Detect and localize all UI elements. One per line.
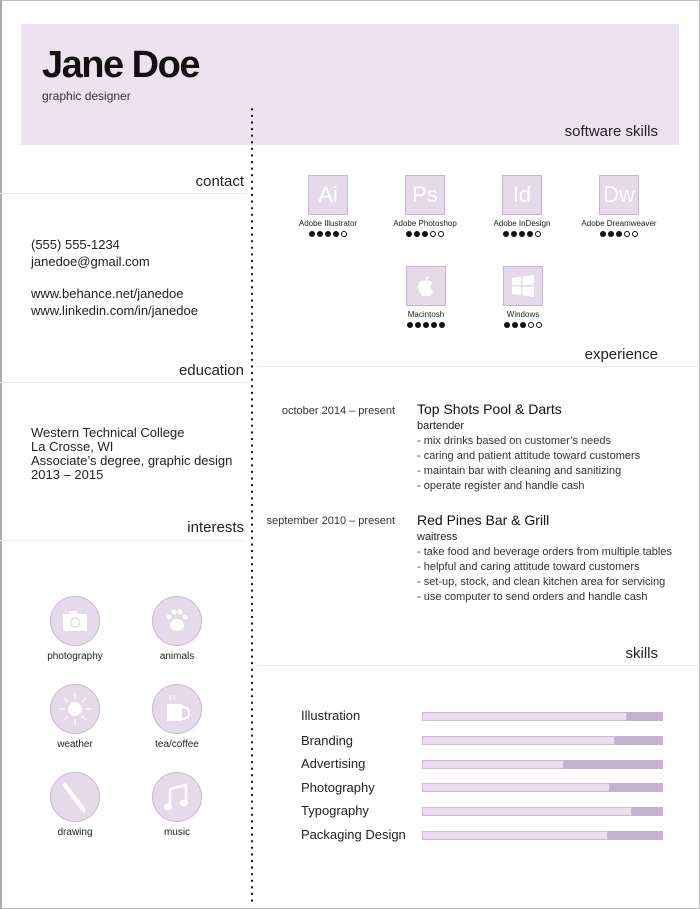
education-years: 2013 – 2015 <box>31 467 104 482</box>
skill-label: Branding <box>301 733 354 748</box>
skill-label: Typography <box>301 803 369 818</box>
skill-bar <box>422 736 663 745</box>
skill-label: Packaging Design <box>301 827 406 842</box>
job-duty: - set-up, stock, and clean kitchen area for servicing <box>417 576 666 588</box>
music-note-icon <box>152 772 202 822</box>
section-title-experience: experience <box>584 346 658 363</box>
job-duty: - mix drinks based on customer’s needs <box>417 435 612 447</box>
rating-dots <box>503 231 541 237</box>
skill-bar-fill <box>422 712 627 721</box>
dotted-divider <box>251 106 253 906</box>
sun-icon <box>50 684 100 734</box>
job-entry <box>417 401 640 492</box>
section-title-interests: interests <box>187 519 244 536</box>
company-name: Top Shots Pool & Darts <box>417 401 562 417</box>
skill-bar <box>422 831 663 840</box>
rating-dots <box>504 322 542 328</box>
divider <box>258 665 700 666</box>
indesign-icon: Id <box>502 175 542 215</box>
job-duty: - use computer to send orders and handle cash <box>417 591 648 603</box>
degree: Associate’s degree, graphic design <box>31 453 233 468</box>
software-item: Id Adobe InDesign <box>472 175 572 237</box>
interest-item: animals <box>146 596 208 662</box>
email-link[interactable]: janedoe@gmail.com <box>31 254 150 269</box>
education-info <box>31 426 232 482</box>
job-duty: - operate register and handle cash <box>417 480 585 492</box>
rating-dots <box>406 231 444 237</box>
divider <box>0 540 246 541</box>
illustrator-icon: Ai <box>308 175 348 215</box>
skill-label: Advertising <box>301 756 366 771</box>
rating-dots <box>407 322 445 328</box>
skill-bar-fill <box>422 736 615 745</box>
skill-bar-fill <box>422 783 610 792</box>
software-item: Dw Adobe Dreamweaver <box>569 175 669 237</box>
job-duty: - caring and patient attitude toward customers <box>417 450 641 462</box>
skill-bar <box>422 807 663 816</box>
contact-info <box>31 236 198 319</box>
school-name: Western Technical College <box>31 425 185 440</box>
software-item: Ps Adobe Photoshop <box>375 175 475 237</box>
linkedin-link[interactable]: www.linkedin.com/in/janedoe <box>31 303 198 318</box>
software-item: Ai Adobe Illustrator <box>278 175 378 237</box>
section-title-education: education <box>178 362 244 379</box>
interest-item: photography <box>44 596 106 662</box>
job-role: waitress <box>417 531 458 543</box>
skill-label: Photography <box>301 780 375 795</box>
skill-label: Illustration <box>301 708 361 723</box>
divider <box>0 193 246 194</box>
company-name: Red Pines Bar & Grill <box>417 512 550 528</box>
section-title-contact: contact <box>195 173 244 190</box>
apple-icon <box>406 266 446 306</box>
job-entry <box>417 512 672 603</box>
interest-item: tea/coffee <box>146 684 208 750</box>
job-duty: - maintain bar with cleaning and sanitizing <box>417 465 622 477</box>
section-title-software-skills: software skills <box>564 123 658 140</box>
job-dates: september 2010 – present <box>266 515 395 527</box>
software-item: Windows <box>473 266 573 328</box>
skill-bar <box>422 783 663 792</box>
job-role: bartender <box>417 420 465 432</box>
photoshop-icon: Ps <box>405 175 445 215</box>
rating-dots <box>600 231 638 237</box>
skill-bar-fill <box>422 807 632 816</box>
phone: (555) 555-1234 <box>31 237 120 252</box>
paw-icon <box>152 596 202 646</box>
job-duty: - take food and beverage orders from multiple tables <box>417 546 672 558</box>
behance-link[interactable]: www.behance.net/janedoe <box>31 286 184 301</box>
rating-dots <box>309 231 347 237</box>
pencil-icon <box>50 772 100 822</box>
skill-bar-fill <box>422 831 608 840</box>
skill-bar <box>422 712 663 721</box>
interest-item: drawing <box>44 772 106 838</box>
interest-item: music <box>146 772 208 838</box>
candidate-name: Jane Doe <box>42 44 199 86</box>
camera-icon <box>50 596 100 646</box>
section-title-skills: skills <box>625 645 658 662</box>
divider <box>0 382 246 383</box>
interests-grid <box>44 596 214 838</box>
skill-bar <box>422 760 663 769</box>
mug-icon <box>152 684 202 734</box>
software-item: Macintosh <box>376 266 476 328</box>
windows-icon <box>503 266 543 306</box>
skill-bar-fill <box>422 760 564 769</box>
job-duty: - helpful and caring attitude toward customers <box>417 561 640 573</box>
divider <box>258 366 700 367</box>
job-dates: october 2014 – present <box>281 405 395 417</box>
dreamweaver-icon: Dw <box>599 175 639 215</box>
interest-item: weather <box>44 684 106 750</box>
candidate-title: graphic designer <box>42 89 131 103</box>
school-location: La Crosse, WI <box>31 439 114 454</box>
